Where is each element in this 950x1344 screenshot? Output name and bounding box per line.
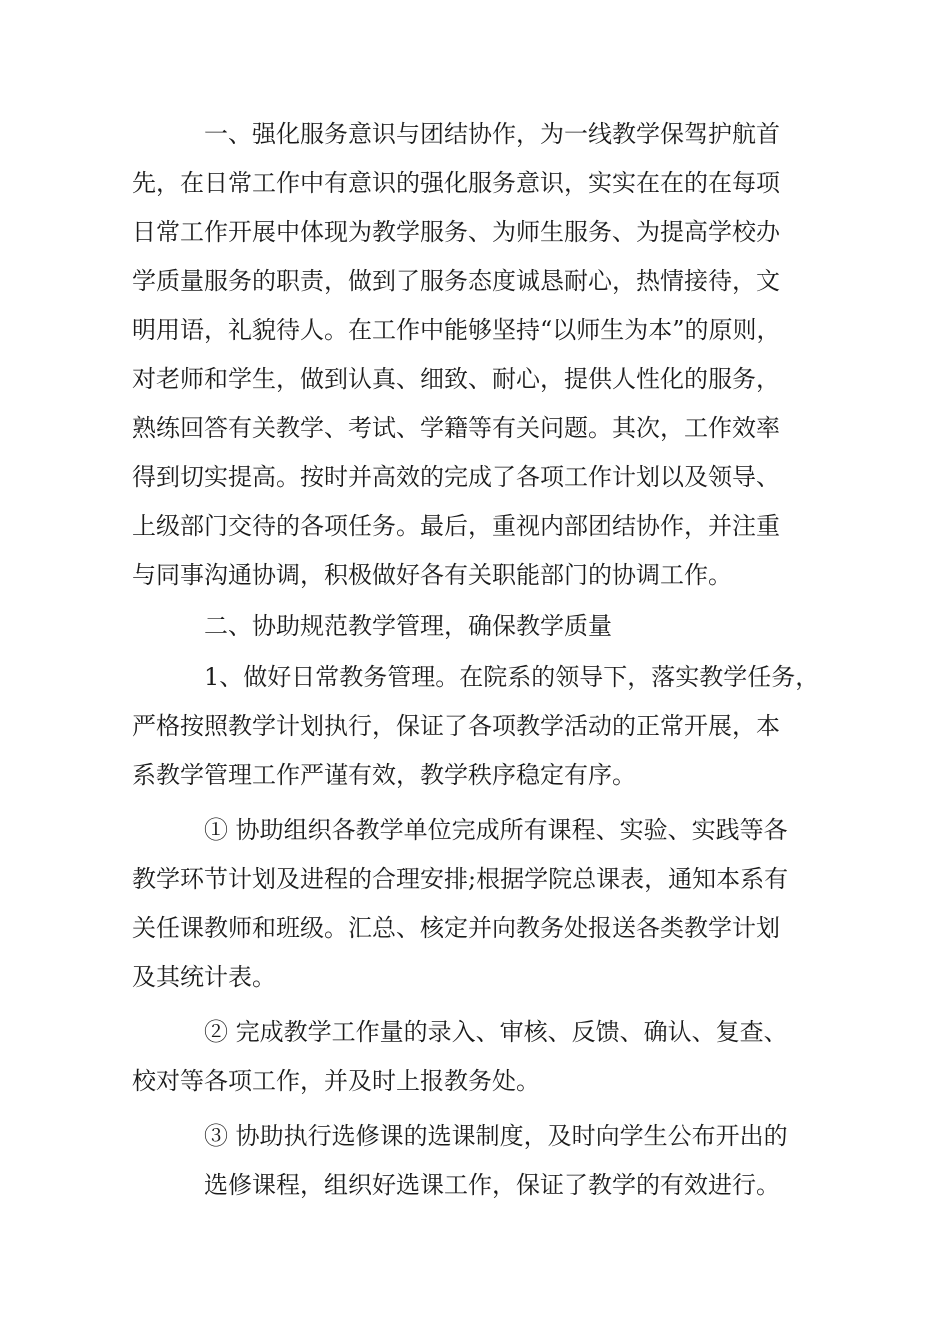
text-line: 教学环节计划及进程的合理安排;根据学院总课表，通知本系有 (132, 865, 789, 893)
list-item-1 (132, 806, 832, 1002)
list-item-3 (132, 1112, 832, 1210)
text-line: 得到切实提高。按时并高效的完成了各项工作计划以及领导、 (132, 463, 780, 491)
text-line: 上级部门交待的各项任务。最后，重视内部团结协作，并注重 (132, 512, 780, 540)
text-line: 先，在日常工作中有意识的强化服务意识，实实在在的在每项 (132, 169, 780, 197)
text-line: 日常工作开展中体现为教学服务、为师生服务、为提高学校办 (132, 218, 780, 246)
document-body (132, 110, 832, 1210)
text-line: 系教学管理工作严谨有效，教学秩序稳定有序。 (132, 761, 636, 789)
text-line: ① 协助组织各教学单位完成所有课程、实验、实践等各 (204, 816, 788, 844)
text-line: 关任课教师和班级。汇总、核定并向教务处报送各类教学计划 (132, 914, 780, 942)
text-line: 与同事沟通协调，积极做好各有关职能部门的协调工作。 (132, 561, 732, 589)
text-line: 校对等各项工作，并及时上报教务处。 (132, 1067, 540, 1095)
text-line: 1、做好日常教务管理。在院系的领导下，落实教学任务， (204, 663, 820, 691)
text-line: 学质量服务的职责，做到了服务态度诚恳耐心，热情接待，文 (132, 267, 780, 295)
text-line: 熟练回答有关教学、考试、学籍等有关问题。其次，工作效率 (132, 414, 780, 442)
text-line: 明用语，礼貌待人。在工作中能够坚持“以师生为本”的原则， (132, 316, 781, 344)
text-line: ② 完成教学工作量的录入、审核、反馈、确认、复查、 (204, 1018, 788, 1046)
text-line: 二、协助规范教学管理，确保教学质量 (204, 612, 612, 640)
text-line: 对老师和学生，做到认真、细致、耐心，提供人性化的服务， (132, 365, 780, 393)
section-heading-teaching-management (132, 602, 832, 651)
text-line: 一、强化服务意识与团结协作，为一线教学保驾护航首 (204, 120, 780, 148)
paragraph-service-awareness (132, 110, 832, 600)
text-line: 及其统计表。 (132, 963, 276, 991)
list-item-2 (132, 1008, 832, 1106)
text-line: 严格按照教学计划执行，保证了各项教学活动的正常开展，本 (132, 712, 780, 740)
text-line: ③ 协助执行选修课的选课制度，及时向学生公布开出的 (204, 1122, 788, 1150)
paragraph-daily-affairs (132, 653, 832, 800)
text-line: 选修课程，组织好选课工作，保证了教学的有效进行。 (204, 1171, 780, 1199)
